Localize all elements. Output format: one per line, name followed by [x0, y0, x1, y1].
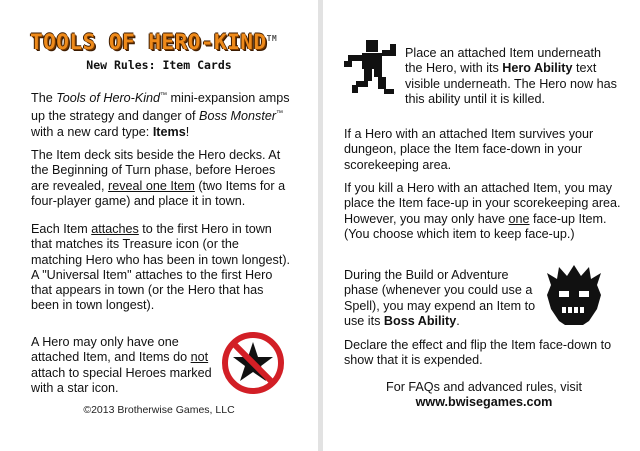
expend-paragraph: During the Build or Adventure phase (whenever you could use a Spell), you may expend an Item to use its Boss Ability. — [344, 268, 536, 328]
pixel-hero-icon — [340, 36, 402, 98]
left-rule-card — [0, 0, 318, 451]
place-item-paragraph: Place an attached Item underneath the Hero, with its Hero Ability text visible underneath. The Hero now has this ability until it is killed. — [405, 46, 617, 106]
right-rule-card — [323, 0, 640, 451]
kill-paragraph: If you kill a Hero with an attached Item, you may place the Item face-up in your scorekeeping area. However, you may only have one face-up Item. (You choose which item to keep face-up.) — [344, 181, 621, 241]
declare-paragraph: Declare the effect and flip the Item face-down to show that it is expended. — [344, 338, 612, 368]
no-star-icon — [220, 330, 286, 396]
website-link[interactable]: www.bwisegames.com — [415, 395, 553, 409]
intro-paragraph: The Tools of Hero-Kind™ mini-expansion amps up the strategy and danger of Boss Monster™ with a new card type: Items! — [31, 91, 290, 139]
faq-text: For FAQs and advanced rules, visit — [386, 380, 582, 394]
hero-limit-paragraph: A Hero may only have one attached Item, and Items do not attach to special Heroes marked with a star icon. — [31, 335, 212, 395]
attach-paragraph: Each Item attaches to the first Hero in town that matches its Treasure icon (or the matching Hero who has been in town longest). A "Universal Item" attaches to the first Hero that appears in town (or the Hero that has been in town longest). — [31, 222, 291, 313]
tools-of-hero-kind-logo: TOOLS OF HERO-KIND™ — [30, 30, 278, 54]
survives-paragraph: If a Hero with an attached Item survives your dungeon, place the Item face-down in your scorekeeping area. — [344, 127, 594, 172]
item-deck-paragraph: The Item deck sits beside the Hero decks. At the Beginning of Turn phase, before Heroes are revealed, reveal one Item (two Items for a four-player game) and place it in town. — [31, 148, 286, 208]
rules-subtitle: New Rules: Item Cards — [86, 58, 232, 72]
pixel-boss-icon — [543, 263, 605, 329]
copyright-text: ©2013 Brotherwise Games, LLC — [83, 404, 235, 416]
